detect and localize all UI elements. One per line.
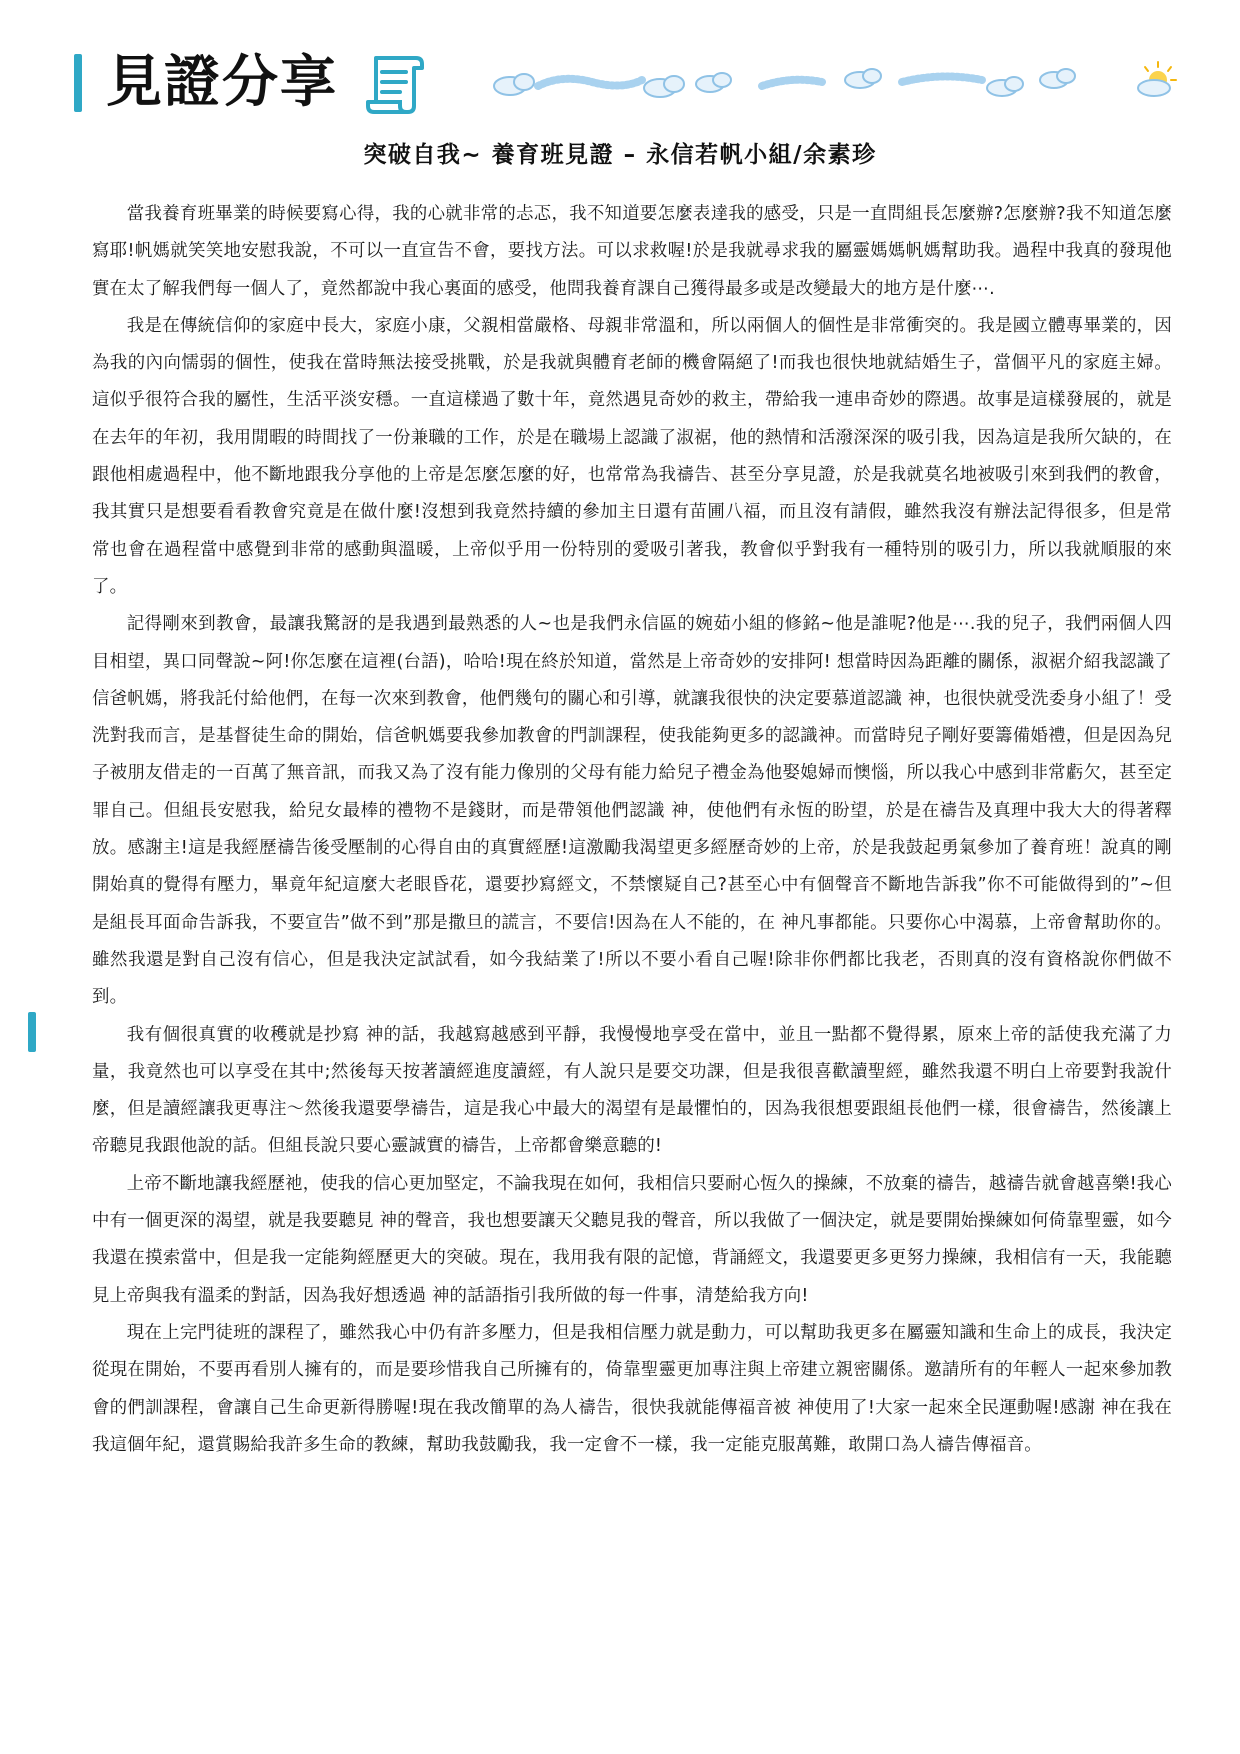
testimony-body: [92, 196, 1172, 1464]
paragraph: 當我養育班畢業的時候要寫心得，我的心就非常的忐忑，我不知道要怎麼表達我的感受，只是一直問組長怎麼辦?怎麼辦?我不知道怎麼寫耶!帆媽就笑笑地安慰我說，不可以一直宣告不會，要找方法。可以求救喔!於是我就尋求我的屬靈媽媽帆媽幫助我。過程中我真的發現他實在太了解我們每一個人了，竟然都說中我心裏面的感受，他問我養育課自己獲得最多或是改變最大的地方是什麼⋯.: [92, 204, 1172, 299]
paragraph: 上帝不斷地讓我經歷祂，使我的信心更加堅定，不論我現在如何，我相信只要耐心恆久的操練，不放棄的禱告，越禱告就會越喜樂!我心中有一個更深的渴望，就是我要聽見 神的聲音，我也想要讓天父聽見我的聲音，所以我做了一個決定，就是要開始操練如何倚靠聖靈，如今我還在摸索當中，但是我一定能夠經歷更大的突破。現在，我用我有限的記憶，背誦經文，我還要更多更努力操練，我相信有一天，我能聽見上帝與我有溫柔的對話，因為我好想透過 神的話語指引我所做的每一件事，清楚給我方向!: [92, 1173, 1172, 1306]
margin-accent-bar: [28, 1012, 36, 1052]
cloud-decoration: [472, 54, 1192, 114]
paragraph: 我有個很真實的收穫就是抄寫 神的話，我越寫越感到平靜，我慢慢地享受在當中，並且一點都不覺得累，原來上帝的話使我充滿了力量，我竟然也可以享受在其中;然後每天按著讀經進度讀經，有人說只是要交功課，但是我很喜歡讀聖經，雖然我還不明白上帝要對我說什麼，但是讀經讓我更專注～然後我還要學禱告，這是我心中最大的渴望有是最懼怕的，因為我很想要跟組長他們一樣，很會禱告，然後讓上帝聽見我跟他說的話。但組長說只要心靈誠實的禱告，上帝都會樂意聽的!: [92, 1024, 1172, 1157]
paragraph: 現在上完門徒班的課程了，雖然我心中仍有許多壓力，但是我相信壓力就是動力，可以幫助我更多在屬靈知識和生命上的成長，我決定從現在開始，不要再看別人擁有的，而是要珍惜我自己所擁有的，倚靠聖靈更加專注與上帝建立親密關係。邀請所有的年輕人一起來參加教會的們訓課程，會讓自己生命更新得勝喔!現在我改簡單的為人禱告，很快我就能傳福音被 神使用了!大家一起來全民運動喔!感謝 神在我在我這個年紀，還賞賜給我許多生命的教練，幫助我鼓勵我，我一定會不一樣，我一定能克服萬難，敢開口為人禱告傳福音。: [92, 1322, 1172, 1455]
header-accent-bar: [74, 54, 82, 112]
sun-icon: [1138, 62, 1176, 96]
section-label: 見證分享: [106, 50, 338, 115]
paragraph: 記得剛來到教會，最讓我驚訝的是我遇到最熟悉的人~也是我們永信區的婉茹小組的修銘~他是誰呢?他是⋯.我的兒子，我們兩個人四目相望，異口同聲說~阿!你怎麼在這裡(台語)，哈哈!現在終於知道，當然是上帝奇妙的安排阿! 想當時因為距離的關係，淑裾介紹我認識了信爸帆媽，將我託付給他們，在每一次來到教會，他們幾句的關心和引導，就讓我很快的決定要慕道認識 神，也很快就受洗委身小組了！受洗對我而言，是基督徒生命的開始，信爸帆媽要我參加教會的門訓課程，使我能夠更多的認識神。而當時兒子剛好要籌備婚禮，但是因為兒子被朋友借走的一百萬了無音訊，而我又為了沒有能力像別的父母有能力給兒子禮金為他娶媳婦而懊惱，所以我心中感到非常虧欠，甚至定罪自己。但組長安慰我，給兒女最棒的禮物不是錢財，而是帶領他們認識 神，使他們有永恆的盼望，於是在禱告及真理中我大大的得著釋放。感謝主!這是我經歷禱告後受壓制的心得自由的真實經歷!這激勵我渴望更多經歷奇妙的上帝，於是我鼓起勇氣參加了養育班！說真的剛開始真的覺得有壓力，畢竟年紀這麼大老眼昏花，還要抄寫經文，不禁懷疑自己?甚至心中有個聲音不斷地告訴我”你不可能做得到的”~但是組長耳面命告訴我，不要宣告”做不到”那是撒旦的謊言，不要信!因為在人不能的，在 神凡事都能。只要你心中渴慕，上帝會幫助你的。雖然我還是對自己沒有信心，但是我決定試試看，如今我結業了!所以不要小看自己喔!除非你們都比我老，否則真的沒有資格說你們做不到。: [92, 614, 1172, 1008]
document-title: 突破自我~ 養育班見證 – 永信若帆小組/余素珍: [363, 142, 877, 168]
scroll-icon: [360, 48, 430, 118]
section-header: [72, 44, 1182, 124]
paragraph: 我是在傳統信仰的家庭中長大，家庭小康，父親相當嚴格、母親非常溫和，所以兩個人的個性是非常衝突的。我是國立體專畢業的，因為我的內向懦弱的個性，使我在當時無法接受挑戰，於是我就與體育老師的機會隔絕了!而我也很快地就結婚生子，當個平凡的家庭主婦。這似乎很符合我的屬性，生活平淡安穩。一直這樣過了數十年，竟然遇見奇妙的救主，帶給我一連串奇妙的際遇。故事是這樣發展的，就是在去年的年初，我用閒暇的時間找了一份兼職的工作，於是在職場上認識了淑裾，他的熱情和活潑深深的吸引我，因為這是我所欠缺的，在跟他相處過程中，他不斷地跟我分享他的上帝是怎麼怎麼的好，也常常為我禱告、甚至分享見證，於是我就莫名地被吸引來到我們的教會，我其實只是想要看看教會究竟是在做什麼!沒想到我竟然持續的參加主日還有苗圃八福，而且沒有請假，雖然我沒有辦法記得很多，但是常常也會在過程當中感覺到非常的感動與溫暖，上帝似乎用一份特別的愛吸引著我，教會似乎對我有一種特別的吸引力，所以我就順服的來了。: [92, 315, 1172, 597]
